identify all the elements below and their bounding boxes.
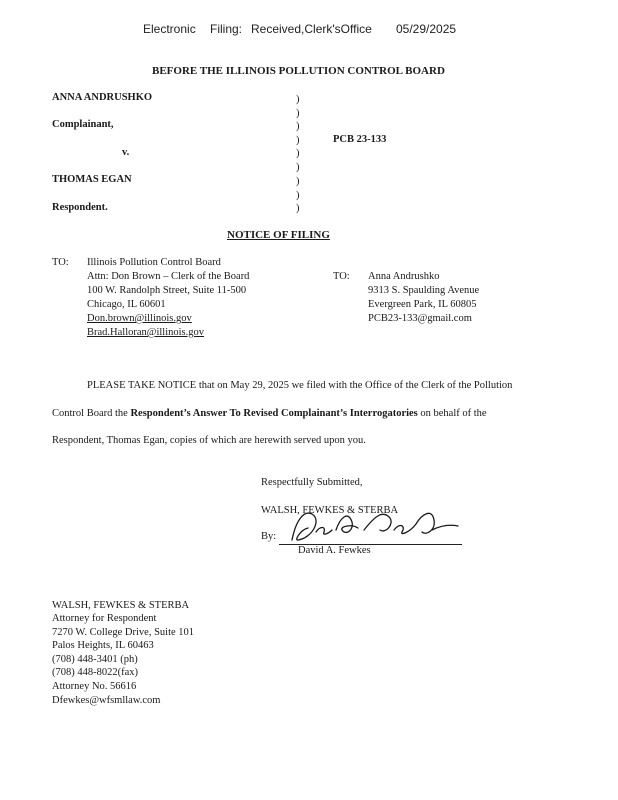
- respondent-name: THOMAS EGAN: [52, 174, 132, 185]
- board-title: BEFORE THE ILLINOIS POLLUTION CONTROL BOARD: [152, 65, 445, 77]
- footer-line: (708) 448-8022(fax): [52, 667, 139, 678]
- notice-title: NOTICE OF FILING: [227, 229, 330, 241]
- paren: ): [296, 94, 300, 105]
- header-date: 05/29/2025: [396, 22, 457, 36]
- closing: Respectfully Submitted,: [261, 477, 363, 488]
- case-number: PCB 23-133: [333, 134, 387, 145]
- signature-text: [282, 500, 283, 501]
- footer-line: (708) 448-3401 (ph): [52, 654, 138, 665]
- to-line: 100 W. Randolph Street, Suite 11-500: [87, 285, 247, 296]
- to-email-anna[interactable]: PCB23-133@gmail.com: [368, 313, 472, 324]
- footer-line: Palos Heights, IL 60463: [52, 640, 154, 651]
- body-text: Control Board the: [52, 408, 131, 419]
- to-line: Anna Andrushko: [368, 271, 440, 282]
- footer-line: 7270 W. College Drive, Suite 101: [52, 627, 195, 638]
- paren: ): [296, 203, 300, 214]
- paren: ): [296, 190, 300, 201]
- by-label: By:: [261, 531, 277, 542]
- body-paragraph-line-2: [52, 409, 487, 420]
- header-received: Received,Clerk'sOffice: [251, 22, 372, 36]
- complainant-name: ANNA ANDRUSHKO: [52, 92, 153, 103]
- to-label-1: TO:: [52, 257, 69, 268]
- paren: ): [296, 176, 300, 187]
- versus: v.: [122, 147, 130, 158]
- footer-line: Attorney No. 56616: [52, 681, 137, 692]
- paren: ): [296, 108, 300, 119]
- footer-line: Attorney for Respondent: [52, 613, 157, 624]
- footer-firm: WALSH, FEWKES & STERBA: [52, 600, 190, 611]
- paren: ): [296, 148, 300, 159]
- header-electronic: Electronic: [143, 22, 196, 36]
- header-filing: Filing:: [210, 22, 243, 36]
- body-paragraph-line-3: Respondent, Thomas Egan, copies of which are herewith served upon you.: [52, 435, 366, 446]
- to-line: Chicago, IL 60601: [87, 299, 166, 310]
- paren: ): [296, 135, 300, 146]
- paren: ): [296, 162, 300, 173]
- body-paragraph-line-1: PLEASE TAKE NOTICE that on May 29, 2025 we filed with the Office of the Clerk of the Pollution: [87, 380, 513, 391]
- to-line: Attn: Don Brown – Clerk of the Board: [87, 271, 250, 282]
- signature-mark: [282, 500, 462, 548]
- footer-email[interactable]: Dfewkes@wfsmllaw.com: [52, 695, 161, 706]
- document-title: Respondent’s Answer To Revised Complainant’s Interrogatories: [130, 408, 418, 419]
- email-link-halloran[interactable]: Brad.Halloran@illinois.gov: [87, 327, 204, 338]
- email-link-clerk[interactable]: Don.brown@illinois.gov: [87, 313, 192, 324]
- to-line: Illinois Pollution Control Board: [87, 257, 221, 268]
- body-text: on behalf of the: [417, 408, 487, 419]
- firm-name: WALSH, FEWKES & STERBA: [261, 505, 399, 516]
- paren: ): [296, 121, 300, 132]
- signer-name: David A. Fewkes: [298, 545, 371, 556]
- to-line: Evergreen Park, IL 60805: [368, 299, 477, 310]
- to-line: 9313 S. Spaulding Avenue: [368, 285, 480, 296]
- complainant-role: Complainant,: [52, 119, 114, 130]
- respondent-role: Respondent.: [52, 202, 108, 213]
- to-label-2: TO:: [333, 271, 350, 282]
